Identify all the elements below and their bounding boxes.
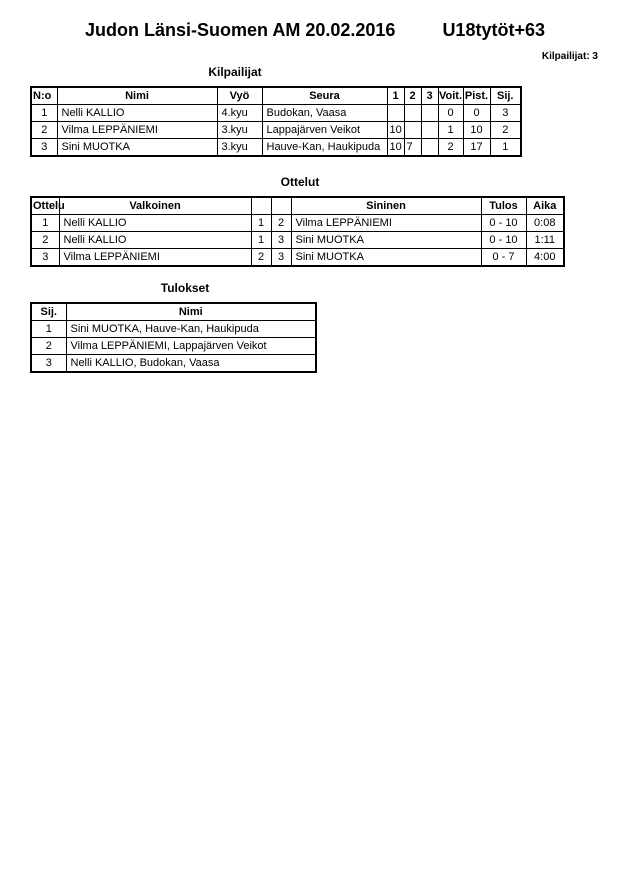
table-cell: 2 (31, 232, 59, 249)
table-cell (421, 139, 438, 157)
table-cell: 2 (490, 122, 521, 139)
table-cell: 10 (387, 122, 404, 139)
table-cell: Hauve-Kan, Haukipuda (262, 139, 387, 157)
column-header-blank (251, 197, 271, 215)
table-cell: 0 (463, 105, 490, 122)
table-cell (421, 105, 438, 122)
column-header-score1: 1 (387, 87, 404, 105)
table-row (31, 139, 521, 157)
table-cell: 10 (463, 122, 490, 139)
table-cell: 0 - 10 (481, 232, 526, 249)
table-header-row (31, 303, 316, 321)
table-cell: 0 (438, 105, 463, 122)
table-cell: 2 (271, 215, 291, 232)
page-title-category: U18tytöt+63 (442, 20, 545, 40)
table-row (31, 355, 316, 373)
column-header-pist: Pist. (463, 87, 490, 105)
table-cell: Sini MUOTKA, Hauve-Kan, Haukipuda (66, 321, 316, 338)
table-cell: 3.kyu (217, 122, 262, 139)
competitor-count: Kilpailijat: 3 (541, 51, 598, 62)
table-cell: 2 (31, 122, 57, 139)
table-cell: Nelli KALLIO (57, 105, 217, 122)
table-cell: 3 (31, 249, 59, 267)
table-cell: 0:08 (526, 215, 564, 232)
table-cell: 2 (31, 338, 66, 355)
table-cell: Sini MUOTKA (291, 249, 481, 267)
table-cell: 3 (271, 232, 291, 249)
table-cell: 2 (251, 249, 271, 267)
kilpailijat-table (30, 86, 522, 157)
page-title (0, 0, 630, 41)
table-cell: 2 (438, 139, 463, 157)
table-cell: Lappajärven Veikot (262, 122, 387, 139)
column-header-ottelu: Ottelu (31, 197, 59, 215)
table-cell: 1 (31, 321, 66, 338)
table-cell: 3 (31, 139, 57, 157)
section-heading-tulokset: Tulokset (160, 281, 210, 295)
table-row (31, 321, 316, 338)
column-header-score3: 3 (421, 87, 438, 105)
table-cell: Vilma LEPPÄNIEMI (291, 215, 481, 232)
column-header-seura: Seura (262, 87, 387, 105)
column-header-nimi: Nimi (66, 303, 316, 321)
table-cell: 1 (438, 122, 463, 139)
table-cell: Nelli KALLIO, Budokan, Vaasa (66, 355, 316, 373)
table-cell: 1 (31, 105, 57, 122)
table-header-row (31, 197, 564, 215)
table-cell: 17 (463, 139, 490, 157)
column-header-voit: Voit. (438, 87, 463, 105)
table-cell: Sini MUOTKA (291, 232, 481, 249)
table-cell: Vilma LEPPÄNIEMI (57, 122, 217, 139)
table-cell: 0 - 10 (481, 215, 526, 232)
table-cell: 3.kyu (217, 139, 262, 157)
column-header-sij: Sij. (31, 303, 66, 321)
table-cell: 1 (31, 215, 59, 232)
column-header-vyo: Vyö (217, 87, 262, 105)
table-cell: 3 (271, 249, 291, 267)
table-cell: Vilma LEPPÄNIEMI, Lappajärven Veikot (66, 338, 316, 355)
table-cell: 1 (251, 232, 271, 249)
table-cell: 1 (251, 215, 271, 232)
table-row (31, 215, 564, 232)
page-title-main: Judon Länsi-Suomen AM 20.02.2016 (85, 20, 396, 40)
column-header-tulos: Tulos (481, 197, 526, 215)
table-cell (387, 105, 404, 122)
table-cell: Budokan, Vaasa (262, 105, 387, 122)
table-cell: 3 (490, 105, 521, 122)
table-cell: 4:00 (526, 249, 564, 267)
table-cell: Nelli KALLIO (59, 232, 251, 249)
column-header-blank (271, 197, 291, 215)
table-cell: 7 (404, 139, 421, 157)
table-cell: 3 (31, 355, 66, 373)
table-cell (421, 122, 438, 139)
table-cell: 10 (387, 139, 404, 157)
ottelut-table (30, 196, 565, 267)
table-cell (404, 105, 421, 122)
column-header-nimi: Nimi (57, 87, 217, 105)
table-cell: Sini MUOTKA (57, 139, 217, 157)
table-cell: Nelli KALLIO (59, 215, 251, 232)
column-header-sij: Sij. (490, 87, 521, 105)
column-header-aika: Aika (526, 197, 564, 215)
column-header-sininen: Sininen (291, 197, 481, 215)
table-row (31, 232, 564, 249)
column-header-no: N:o (31, 87, 57, 105)
table-cell: 4.kyu (217, 105, 262, 122)
table-row (31, 122, 521, 139)
column-header-score2: 2 (404, 87, 421, 105)
table-cell (404, 122, 421, 139)
section-heading-ottelut: Ottelut (280, 175, 320, 189)
table-cell: 0 - 7 (481, 249, 526, 267)
column-header-valkoinen: Valkoinen (59, 197, 251, 215)
table-cell: Vilma LEPPÄNIEMI (59, 249, 251, 267)
table-row (31, 338, 316, 355)
table-row (31, 249, 564, 267)
table-header-row (31, 87, 521, 105)
table-row (31, 105, 521, 122)
tulokset-table (30, 302, 317, 373)
section-heading-kilpailijat: Kilpailijat (208, 65, 262, 79)
table-cell: 1:11 (526, 232, 564, 249)
table-cell: 1 (490, 139, 521, 157)
